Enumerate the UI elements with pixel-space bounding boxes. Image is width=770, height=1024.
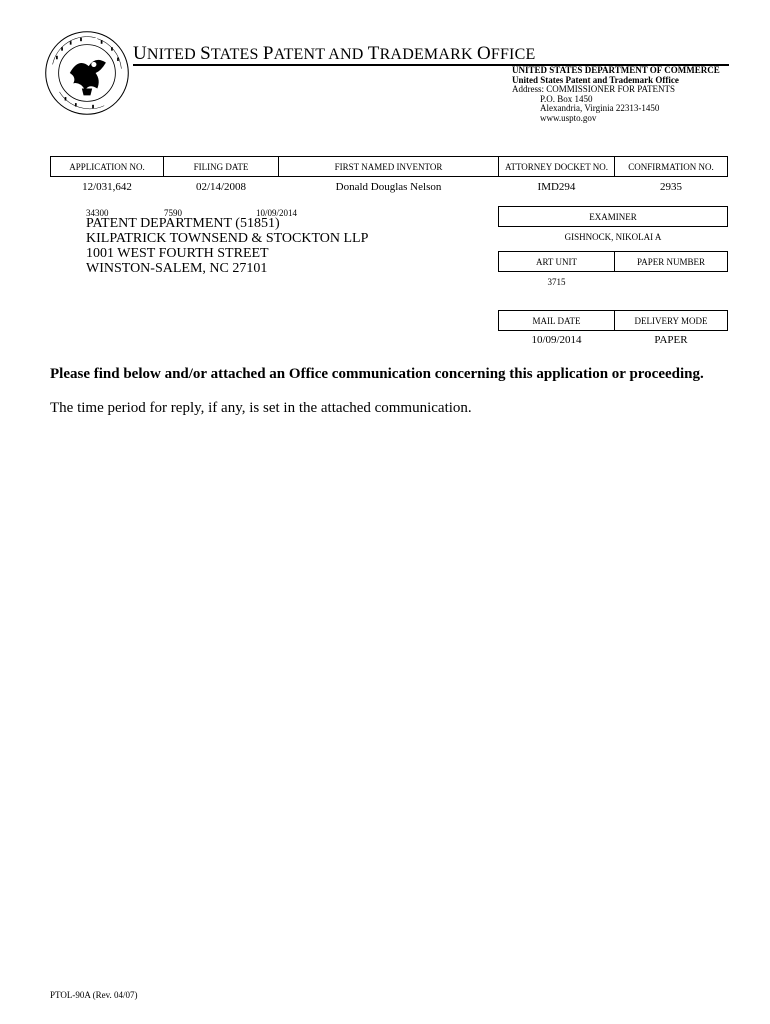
header-art-unit: ART UNIT (498, 251, 615, 272)
customer-number: 34300 (86, 208, 109, 218)
address-po-box: P.O. Box 1450 (540, 93, 593, 104)
office-title-initial: U (133, 43, 147, 64)
office-title-rest: RADEMARK (379, 46, 477, 63)
office-name: United States Patent and Trademark Office (512, 74, 679, 85)
website-link[interactable]: www.uspto.gov (540, 112, 597, 123)
communication-notice: Please find below and/or attached an Office communication concerning this application or proceeding. (50, 366, 704, 382)
header-examiner: EXAMINER (498, 206, 728, 227)
correspondence-date: 10/09/2014 (256, 208, 298, 218)
header-paper-number: PAPER NUMBER (614, 251, 728, 272)
office-title-initial: O (476, 43, 491, 64)
header-application-no: APPLICATION NO. (50, 156, 164, 177)
header-first-named-inventor: FIRST NAMED INVENTOR (278, 156, 499, 177)
address-line: WINSTON-SALEM, NC 27101 (86, 261, 268, 276)
value-mail-date: 10/09/2014 (531, 334, 582, 346)
header-confirmation-no: CONFIRMATION NO. (614, 156, 728, 177)
value-application-no: 12/031,642 (82, 181, 132, 193)
value-filing-date: 02/14/2008 (195, 181, 247, 193)
office-title-rest: ATENT AND (273, 46, 368, 63)
uspto-seal-icon (44, 30, 130, 116)
value-delivery-mode: PAPER (654, 334, 688, 346)
office-title (133, 43, 535, 65)
office-title-initial: S (200, 43, 211, 64)
header-mail-date: MAIL DATE (498, 310, 615, 331)
address-line: 1001 WEST FOURTH STREET (86, 246, 269, 261)
address-line: KILPATRICK TOWNSEND & STOCKTON LLP (86, 231, 369, 246)
office-title-initial: T (367, 43, 380, 64)
address-city: Alexandria, Virginia 22313-1450 (540, 103, 660, 113)
office-title-rest: TATES (210, 46, 263, 63)
value-art-unit: 3715 (547, 277, 566, 287)
address-label: Address: (512, 84, 544, 94)
correspondence-code: 7590 (164, 208, 182, 218)
address-commissioner: COMMISSIONER FOR PATENTS (546, 84, 675, 94)
department-name: UNITED STATES DEPARTMENT OF COMMERCE (512, 65, 720, 75)
form-id: PTOL-90A (Rev. 04/07) (50, 990, 138, 1000)
office-title-rest: FFICE (490, 46, 536, 63)
office-title-rest: NITED (146, 46, 201, 63)
value-first-named-inventor: Donald Douglas Nelson (335, 181, 442, 193)
office-title-initial: P (262, 43, 274, 64)
value-attorney-docket-no: IMD294 (537, 181, 576, 193)
header-attorney-docket-no: ATTORNEY DOCKET NO. (498, 156, 615, 177)
header-filing-date: FILING DATE (163, 156, 279, 177)
reply-period-notice: The time period for reply, if any, is set in the attached communication. (50, 400, 472, 416)
value-confirmation-no: 2935 (660, 181, 682, 193)
department-block (512, 66, 720, 123)
value-examiner: GISHNOCK, NIKOLAI A (564, 232, 662, 242)
header-delivery-mode: DELIVERY MODE (614, 310, 728, 331)
address-line: PATENT DEPARTMENT (51851) (86, 216, 280, 231)
